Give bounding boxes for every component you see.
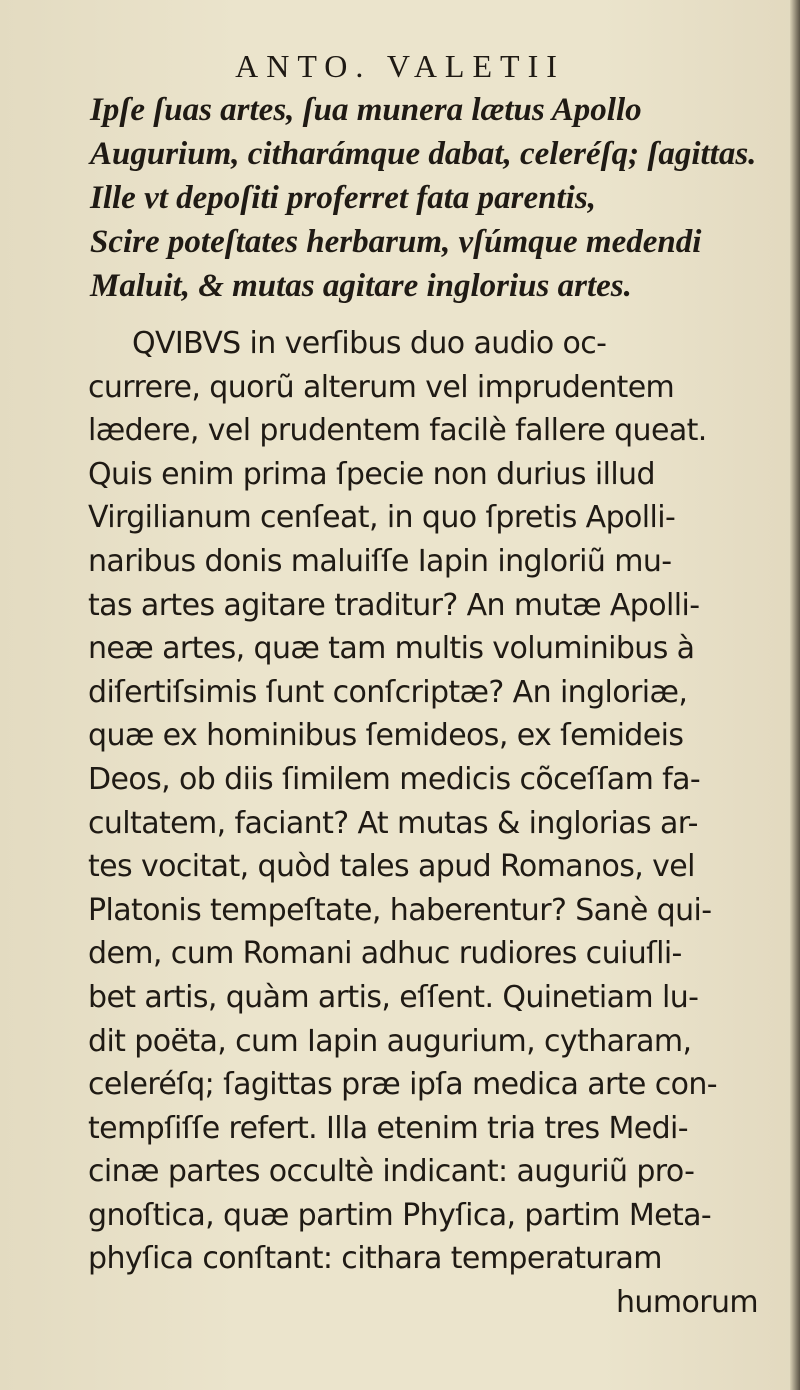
prose-line: cinæ partes occultè indicant: auguriũ pro- — [88, 1154, 695, 1190]
running-head: ANTO. VALETII — [235, 48, 565, 84]
prose-line: Deos, ob diis ſimilem medicis cõceſſam fa- — [88, 761, 701, 797]
prose-line: Platonis tempeſtate, haberentur? Sanè qui- — [88, 892, 712, 928]
prose-line: Quis enim prima ſpecie non durius illud — [88, 456, 655, 492]
verse-line: Scire poteſtates herbarum, vſúmque medendi — [90, 224, 702, 260]
prose-line: tas artes agitare traditur? An mutæ Apolli- — [88, 587, 700, 623]
verse-line: Augurium, citharámque dabat, celeréſq; ſagittas. — [90, 136, 757, 172]
prose-line: neæ artes, quæ tam multis voluminibus à — [88, 631, 695, 667]
verse-line: Maluit, & mutas agitare inglorius artes. — [90, 268, 632, 304]
prose-line: diſertiſsimis ſunt conſcriptæ? An ingloriæ, — [88, 674, 688, 710]
prose-line: gnoſtica, quæ partim Phyſica, partim Meta- — [88, 1197, 712, 1233]
verse-block — [90, 88, 780, 308]
prose-line: tempſiſſe refert. Illa etenim tria tres Medi- — [88, 1110, 688, 1146]
prose-line: QVIBVS in verſibus duo audio oc- — [132, 326, 607, 361]
prose-line: bet artis, quàm artis, eſſent. Quinetiam lu- — [88, 979, 699, 1015]
page-edge-shadow — [790, 0, 800, 1390]
prose-line: dem, cum Romani adhuc rudiores cuiuſli- — [88, 936, 682, 972]
prose-line: dit poëta, cum Iapin augurium, cytharam, — [88, 1023, 692, 1059]
prose-line: lædere, vel prudentem facilè fallere queat. — [88, 413, 707, 449]
verse-line: Ipſe ſuas artes, ſua munera lætus Apollo — [90, 92, 642, 128]
prose-line: tes vocitat, quòd tales apud Romanos, vel — [88, 849, 695, 885]
prose-line: cultatem, faciant? At mutas & inglorias ar- — [88, 805, 698, 841]
prose-line: Virgilianum cenſeat, in quo ſpretis Apolli- — [88, 500, 676, 536]
verse-line: Ille vt depoſiti proferret fata parentis, — [90, 180, 596, 216]
prose-line: currere, quorũ alterum vel imprudentem — [88, 369, 675, 405]
prose-line: quæ ex hominibus ſemideos, ex ſemideis — [88, 718, 684, 754]
prose-line: celeréſq; ſagittas præ ipſa medica arte con- — [88, 1067, 717, 1103]
prose-block — [88, 322, 778, 1325]
prose-line: phyſica conſtant: cithara temperaturam — [88, 1241, 662, 1277]
prose-line: naribus donis maluiſſe Iapin ingloriũ mu- — [88, 543, 672, 579]
prose-line: humorum — [616, 1285, 758, 1321]
